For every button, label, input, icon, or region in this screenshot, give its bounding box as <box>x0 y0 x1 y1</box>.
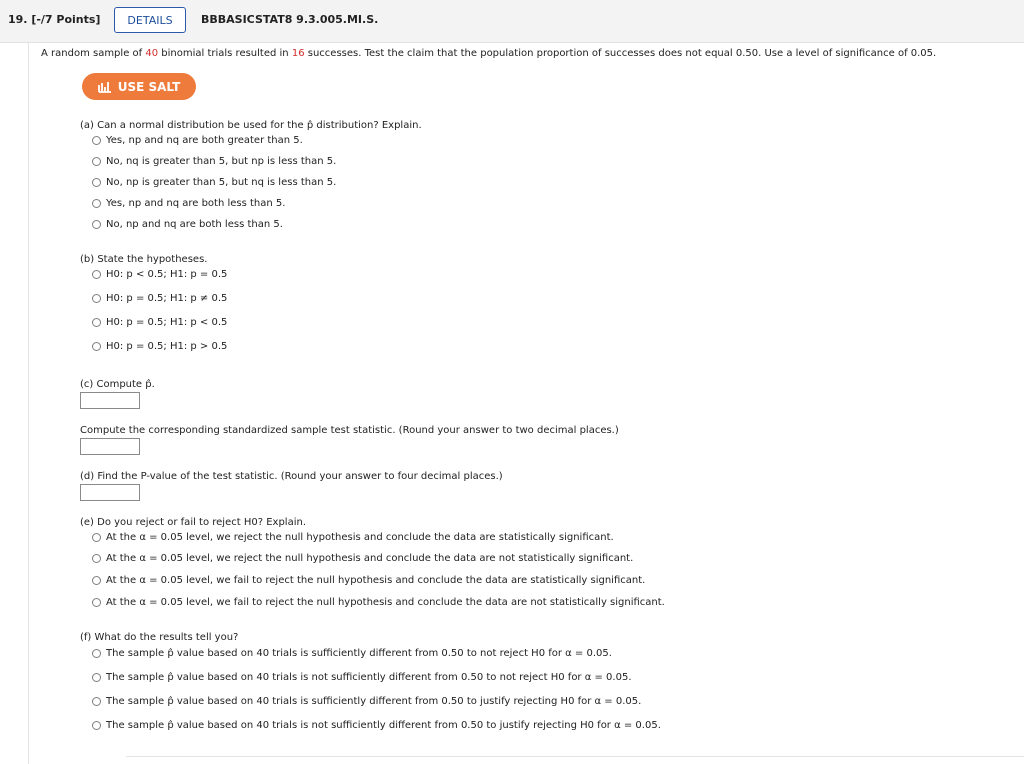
question-number: 19. [-/7 Points] <box>8 13 101 26</box>
prompt-text-1: A random sample of <box>41 48 146 59</box>
radio-button[interactable] <box>92 554 101 563</box>
radio-button[interactable] <box>92 220 101 229</box>
part-b-option-3[interactable]: H0: p = 0.5; H1: p < 0.5 <box>92 317 227 328</box>
part-d-question: (d) Find the P-value of the test statistic. (Round your answer to four decimal places.) <box>80 471 503 482</box>
radio-button[interactable] <box>92 157 101 166</box>
details-button[interactable]: DETAILS <box>114 7 186 33</box>
question-code: BBBASICSTAT8 9.3.005.MI.S. <box>201 13 379 26</box>
trials-value: 40 <box>145 48 159 59</box>
radio-button[interactable] <box>92 342 101 351</box>
radio-button[interactable] <box>92 721 101 730</box>
radio-button[interactable] <box>92 294 101 303</box>
part-a-option-2[interactable]: No, nq is greater than 5, but np is less than 5. <box>92 156 336 167</box>
radio-button[interactable] <box>92 270 101 279</box>
use-salt-label: USE SALT <box>117 79 181 94</box>
radio-button[interactable] <box>92 533 101 542</box>
p-value-input[interactable] <box>80 484 140 501</box>
part-f-option-3[interactable]: The sample p̂ value based on 40 trials is sufficiently different from 0.50 to justify rejecting H0 for α = 0.05. <box>92 696 641 707</box>
prompt-text-2: binomial trials resulted in <box>158 48 292 59</box>
problem-statement <box>41 48 936 59</box>
part-f-question: (f) What do the results tell you? <box>80 632 239 643</box>
part-b-option-1[interactable]: H0: p < 0.5; H1: p = 0.5 <box>92 269 227 280</box>
test-statistic-input[interactable] <box>80 438 140 455</box>
left-divider <box>28 43 29 764</box>
part-e-option-2[interactable]: At the α = 0.05 level, we reject the null hypothesis and conclude the data are not statistically significant. <box>92 553 633 564</box>
prompt-text-3: successes. Test the claim that the population proportion of successes does not equal 0.50. Use a level of significance of 0.05. <box>304 48 937 59</box>
radio-button[interactable] <box>92 649 101 658</box>
part-e-option-1[interactable]: At the α = 0.05 level, we reject the null hypothesis and conclude the data are statistically significant. <box>92 532 614 543</box>
radio-button[interactable] <box>92 697 101 706</box>
part-f-option-2[interactable]: The sample p̂ value based on 40 trials is not sufficiently different from 0.50 to not reject H0 for α = 0.05. <box>92 672 632 683</box>
salt-icon <box>98 81 112 93</box>
part-a-option-5[interactable]: No, np and nq are both less than 5. <box>92 219 283 230</box>
part-a-option-3[interactable]: No, np is greater than 5, but nq is less than 5. <box>92 177 336 188</box>
part-b-option-2[interactable]: H0: p = 0.5; H1: p ≠ 0.5 <box>92 293 227 304</box>
part-f-option-4[interactable]: The sample p̂ value based on 40 trials is not sufficiently different from 0.50 to justify rejecting H0 for α = 0.05. <box>92 720 661 731</box>
part-e-option-4[interactable]: At the α = 0.05 level, we fail to reject the null hypothesis and conclude the data are not statistically significant. <box>92 597 665 608</box>
radio-button[interactable] <box>92 673 101 682</box>
question-header <box>0 0 1024 43</box>
part-f-option-1[interactable]: The sample p̂ value based on 40 trials is sufficiently different from 0.50 to not reject H0 for α = 0.05. <box>92 648 612 659</box>
part-a-option-4[interactable]: Yes, np and nq are both less than 5. <box>92 198 285 209</box>
radio-button[interactable] <box>92 318 101 327</box>
test-statistic-question: Compute the corresponding standardized sample test statistic. (Round your answer to two decimal places.) <box>80 425 619 436</box>
part-a-option-1[interactable]: Yes, np and nq are both greater than 5. <box>92 135 303 146</box>
part-e-option-3[interactable]: At the α = 0.05 level, we fail to reject the null hypothesis and conclude the data are statistically significant. <box>92 575 645 586</box>
part-e-question: (e) Do you reject or fail to reject H0? Explain. <box>80 517 306 528</box>
part-a-question: (a) Can a normal distribution be used for the p̂ distribution? Explain. <box>80 120 422 131</box>
radio-button[interactable] <box>92 199 101 208</box>
p-hat-input[interactable] <box>80 392 140 409</box>
part-b-question: (b) State the hypotheses. <box>80 254 208 265</box>
radio-button[interactable] <box>92 136 101 145</box>
radio-button[interactable] <box>92 178 101 187</box>
use-salt-button[interactable] <box>82 73 196 100</box>
successes-value: 16 <box>291 48 305 59</box>
radio-button[interactable] <box>92 576 101 585</box>
part-c-question: (c) Compute p̂. <box>80 379 155 390</box>
part-b-option-4[interactable]: H0: p = 0.5; H1: p > 0.5 <box>92 341 227 352</box>
radio-button[interactable] <box>92 598 101 607</box>
bottom-divider <box>126 756 1024 757</box>
